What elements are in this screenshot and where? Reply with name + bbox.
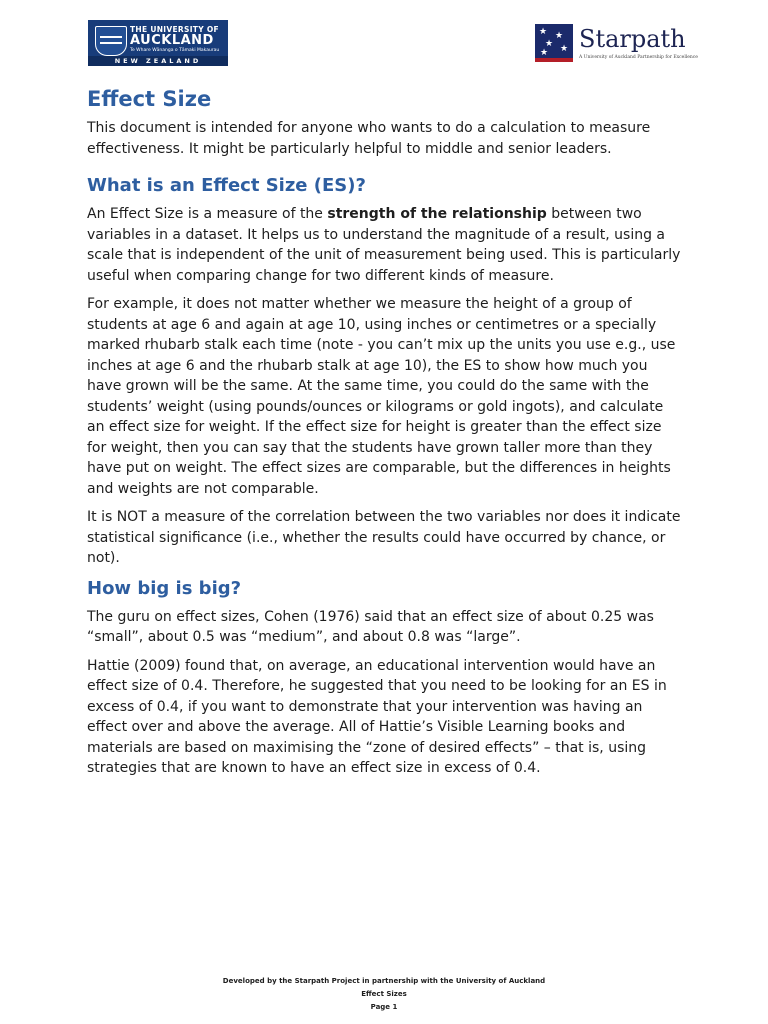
paragraph-es-example: For example, it does not matter whether we measure the height of a group of students at age 6 and again at age 10, using inches or centimetres or a specially marked rhubarb stalk each time (note - you can’t mix up the units you use e.g., use inches at age 6 and the rhubarb stalk at age 10), the ES to show how much you have grown will be the same. At the same time, you could do the same with the students’ weight (using pounds/ounces or kilograms or gold ingots), and calculate an effect size for weight. If the effect size for height is greater than the effect size for weight, then you can say that the students have grown taller more than they have put on weight. The effect sizes are comparable, but the differences in heights and weights are not comparable. — [87, 296, 676, 497]
paragraph-hattie: Hattie (2009) found that, on average, an educational intervention would have an effect size of 0.4. Therefore, he suggested that you need to be looking for an ES in excess of 0.4, if you want to demonstrate that your intervention was having an effect over and above the average. All of Hattie’s Visible Learning books and materials are based on maximising the “zone of desired effects” – that is, using strategies that are known to have an effect size in excess of 0.4. — [87, 657, 667, 776]
footer-page-number: Page 1 — [370, 1003, 398, 1011]
bold-text: strength of the relationship — [327, 206, 547, 222]
text-run: An Effect Size is a measure of the — [87, 206, 328, 222]
logo-text-line1: THE UNIVERSITY OF — [130, 25, 219, 34]
section-heading-what-is-es: What is an Effect Size (ES)? — [87, 175, 366, 196]
crest-icon — [95, 26, 127, 56]
star-flag-icon: ★ ★ ★ ★ ★ — [535, 24, 573, 62]
logo-text-line3: Te Whare Wānanga o Tāmaki Makaurau — [130, 48, 220, 53]
text-run: between two variables in a dataset. It helps us to understand the magnitude of a result, using a scale that is independent of the unit of measurement being used. This is particularly useful when comparing change for two different kinds of measure. — [87, 206, 681, 284]
footer-credit: Developed by the Starpath Project in partnership with the University of Auckland — [222, 977, 546, 985]
logo-country: NEW ZEALAND — [88, 56, 228, 66]
starpath-tagline: A University of Auckland Partnership for Excellence — [579, 55, 698, 60]
university-of-auckland-logo — [88, 20, 228, 66]
document-body — [87, 84, 683, 787]
starpath-name: Starpath — [579, 25, 686, 53]
document-title: Effect Size — [87, 87, 212, 111]
paragraph-es-not-correlation: It is NOT a measure of the correlation between the two variables nor does it indicate statistical significance (i.e., whether the results could have occurred by chance, or not). — [87, 509, 681, 566]
logo-text-line2: AUCKLAND — [130, 33, 214, 48]
section-heading-how-big: How big is big? — [87, 577, 242, 599]
starpath-logo — [535, 24, 698, 66]
paragraph-cohen: The guru on effect sizes, Cohen (1976) said that an effect size of about 0.25 was “small”, about 0.5 was “medium”, and about 0.8 was “large”. — [87, 608, 654, 645]
footer-doc-name: Effect Sizes — [361, 990, 407, 998]
intro-paragraph: This document is intended for anyone who wants to do a calculation to measure effectiveness. It might be particularly helpful to middle and senior leaders. — [87, 120, 651, 157]
paragraph-es-definition — [87, 204, 683, 286]
